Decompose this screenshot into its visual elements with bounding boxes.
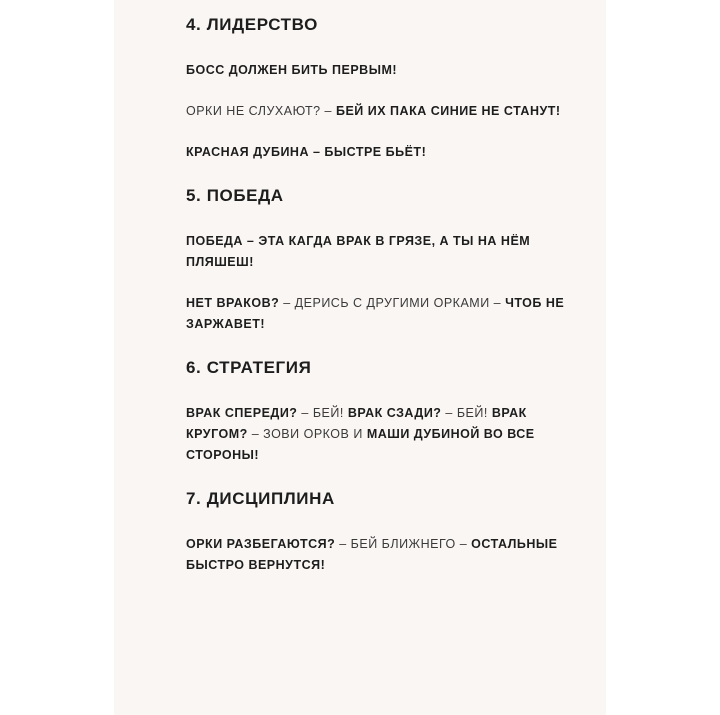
bold-text-run: ОРКИ РАЗБЕГАЮТСЯ?	[186, 537, 336, 551]
bold-text-run: ЧТОБ НЕ ЗАРЖАВЕТ!	[186, 296, 565, 331]
bold-text-run: ПОБЕДА – ЭТА КАГДА ВРАК В ГРЯЗЕ, А ТЫ НА НЁМ ПЛЯШЕШ!	[186, 234, 531, 269]
document-content	[186, 14, 586, 576]
bold-text-run: КРАСНАЯ ДУБИНА – БЫСТРЕ БЬЁТ!	[186, 145, 427, 159]
section-paragraph	[186, 293, 586, 335]
section-paragraph	[186, 534, 586, 576]
section-paragraph	[186, 60, 586, 81]
section-paragraph	[186, 403, 586, 466]
regular-text-run: – БЕЙ!	[297, 406, 348, 420]
regular-text-run: – ДЕРИСЬ С ДРУГИМИ ОРКАМИ –	[279, 296, 506, 310]
regular-text-run: ОРКИ НЕ СЛУХАЮТ? –	[186, 104, 336, 118]
bold-text-run: ВРАК КРУГОМ?	[186, 406, 527, 441]
bold-text-run: ВРАК СЗАДИ?	[347, 406, 442, 420]
bold-text-run: ВРАК СПЕРЕДИ?	[186, 406, 298, 420]
section-paragraph	[186, 101, 586, 122]
section-heading: 5. ПОБЕДА	[186, 186, 284, 205]
bold-text-run: БОСС ДОЛЖЕН БИТЬ ПЕРВЫМ!	[186, 63, 398, 77]
section-heading: 4. ЛИДЕРСТВО	[186, 15, 318, 34]
document-page	[114, 0, 606, 715]
section-heading: 7. ДИСЦИПЛИНА	[186, 489, 335, 508]
bold-text-run: НЕТ ВРАКОВ?	[186, 296, 280, 310]
regular-text-run: – ЗОВИ ОРКОВ И	[247, 427, 367, 441]
bold-text-run: МАШИ ДУБИНОЙ ВО ВСЕ СТОРОНЫ!	[186, 427, 535, 462]
regular-text-run: – БЕЙ БЛИЖНЕГО –	[335, 537, 472, 551]
bold-text-run: БЕЙ ИХ ПАКА СИНИЕ НЕ СТАНУТ!	[335, 104, 561, 118]
section-heading: 6. СТРАТЕГИЯ	[186, 358, 312, 377]
section-paragraph	[186, 142, 586, 163]
bold-text-run: ОСТАЛЬНЫЕ БЫСТРО ВЕРНУТСЯ!	[186, 537, 558, 572]
regular-text-run: – БЕЙ!	[441, 406, 492, 420]
section-paragraph	[186, 231, 586, 273]
